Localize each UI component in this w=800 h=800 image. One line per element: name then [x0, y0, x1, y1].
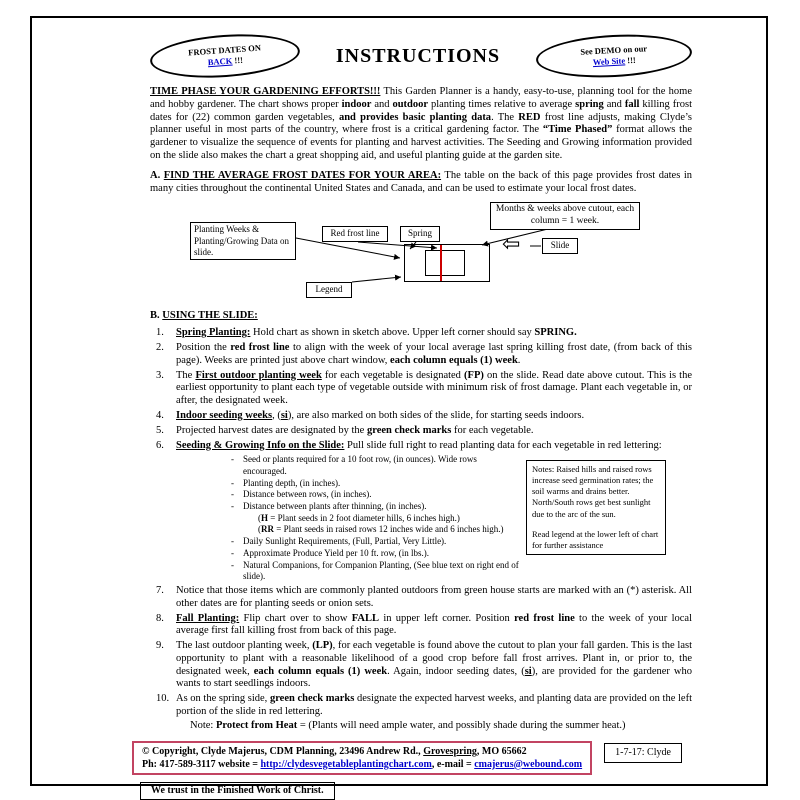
text-segment: . The	[491, 111, 519, 123]
list-item-1	[156, 327, 692, 340]
text-segment: , for each vegetable is found above the cutout to plan your fall garden. This is the last opportunity to plant with a reasonable likelihood of a good crop before fall frost arrives. Plant in, or prior to, the designated week,	[176, 640, 692, 677]
bullet-row	[231, 489, 521, 501]
growing-info-bullets	[231, 454, 521, 583]
text-segment: green check marks	[366, 424, 452, 436]
copyright-box	[132, 741, 592, 775]
text-segment: Protect from Heat	[215, 719, 298, 731]
bullet-dash: -	[231, 559, 234, 570]
text-segment: Projected harvest dates are designated by the	[176, 424, 367, 436]
revision-date-box: 1-7-17: Clyde	[604, 743, 682, 763]
text-segment: si	[524, 665, 532, 677]
list-item-2	[156, 342, 692, 368]
list-item-5	[156, 425, 692, 438]
text-segment: A.	[150, 169, 164, 181]
text-segment: for each vegetable.	[451, 424, 534, 436]
text-segment: RED	[518, 111, 541, 123]
protect-from-heat-note	[176, 720, 692, 733]
text-segment: (LP)	[312, 640, 333, 652]
text-segment: FROST DATES ON	[187, 42, 262, 58]
text-segment: Flip chart over to show	[239, 612, 352, 624]
chart-sketch	[404, 244, 490, 282]
website-link[interactable]: http://clydesvegetableplantingchart.com	[260, 758, 432, 770]
hills-note	[258, 513, 521, 525]
section-a-paragraph	[150, 170, 692, 196]
text-segment: red frost line	[514, 612, 575, 624]
footer	[132, 741, 692, 775]
list-item-4	[156, 410, 692, 423]
bullet-row	[231, 501, 521, 513]
text-segment: Fall Planting:	[176, 612, 240, 624]
text-segment: Natural Companions, for Companion Planting, (See blue text on right end of slide).	[243, 559, 519, 582]
text-segment: Grovespring	[423, 745, 477, 757]
item-number: 3.	[156, 369, 164, 381]
copyright-line	[142, 745, 582, 758]
header	[150, 30, 692, 82]
text-segment: First outdoor planting week	[195, 369, 322, 381]
text-segment: Planting depth, (in inches).	[243, 477, 341, 488]
text-segment: Approximate Produce Yield per 10 ft. row, (in lbs.).	[243, 547, 430, 558]
text-segment: USING THE SLIDE:	[162, 310, 258, 322]
text-segment: and provides basic planting data	[338, 111, 492, 123]
text-segment: This Garden Planner is a handy, easy-to-use, planning tool for the home and hobby gardener. The chart shows proper	[150, 86, 692, 110]
list-item-8	[156, 613, 692, 639]
item-text	[176, 585, 692, 611]
text-segment: FIND THE AVERAGE FROST DATES FOR YOUR AREA:	[163, 169, 442, 181]
item-text	[176, 327, 692, 340]
section-b-heading	[150, 310, 692, 323]
text-segment: designate the expected harvest weeks, and planting data are provided on the left portion of the slide in red lettering.	[176, 693, 692, 718]
bullet-dash: -	[231, 454, 234, 465]
item-6-lead	[176, 440, 692, 453]
text-segment: indoor	[341, 98, 372, 110]
text-segment: each column equals (1) week	[253, 665, 388, 677]
text-segment: outdoor	[392, 98, 429, 110]
text-segment: for each vegetable is designated	[321, 369, 465, 381]
text-segment: The table on the back of this page provides frost dates in many cities throughout the continental United States and Canada, and can be used to estimate your local frost dates.	[150, 169, 692, 194]
text-segment: ), are provided for the gardener who wants to start seedlings indoors.	[176, 665, 693, 690]
slide-direction-arrow-icon: ⇦	[502, 232, 521, 258]
text-segment: green check marks	[269, 693, 355, 705]
notes-text	[532, 464, 660, 519]
text-segment: = Plant seeds in raised rows 12 inches wide and 6 inches high.)	[274, 524, 504, 535]
bullet-row	[231, 478, 521, 490]
text-segment: Note:	[190, 719, 216, 731]
text-segment: We trust in the Finished Work of Christ.	[151, 784, 324, 796]
item-text	[176, 370, 692, 408]
text-segment: on the slide. Read date above cutout. This is the earliest opportunity to plant each type of vegetable outside with minimum risk of frost damage. Plant each vegetable in, or after, the designated week.	[176, 369, 692, 407]
text-segment: © Copyright, Clyde Majerus, CDM Planning, 23496 Andrew Rd.,	[142, 745, 424, 757]
text-segment: TIME PHASE YOUR GARDENING EFFORTS!!!	[150, 86, 381, 97]
bullet-text	[243, 536, 521, 548]
list-item-6	[156, 440, 692, 583]
red-frost-line	[440, 245, 442, 281]
text-segment: Pull slide full right to read planting data for each vegetable in red lettering:	[344, 439, 662, 451]
text-segment: Distance between plants after thinning, (in inches).	[243, 501, 427, 512]
motto-box	[140, 782, 335, 800]
text-segment: , e-mail =	[431, 758, 475, 770]
text-segment: red frost line	[230, 341, 290, 353]
text-segment: to the week of your local average first fall killing frost from back of this page.	[176, 612, 692, 637]
slide-callout: Slide	[542, 238, 578, 253]
web-site-link[interactable]: Web Site	[592, 55, 626, 68]
item-text	[176, 440, 692, 583]
text-segment: FALL	[351, 612, 380, 624]
raised-rows-note	[258, 524, 521, 536]
text-segment: Ph: 417-589-3117 website =	[142, 758, 261, 770]
list-item-7	[156, 585, 692, 611]
text-segment: (FP)	[464, 369, 484, 381]
text-segment: in upper left corner. Position	[379, 612, 515, 624]
text-segment: Indoor seeding weeks	[176, 409, 273, 421]
text-segment: , MO 65662	[476, 745, 527, 757]
item-text	[176, 410, 692, 423]
text-segment: Spring Planting:	[176, 327, 251, 339]
bullet-text	[243, 560, 521, 583]
text-segment: Position the	[176, 341, 231, 353]
text-segment: Daily Sunlight Requirements, (Full, Partial, Very Little).	[243, 536, 447, 547]
item-text	[176, 342, 692, 368]
page-content	[142, 30, 693, 800]
text-segment: planting times relative to average	[428, 98, 576, 110]
text-segment: to align with the week of your local average last spring killing frost date, (from back of this page). Weeks are printed just above chart window,	[176, 341, 692, 366]
slide-diagram	[150, 202, 692, 304]
bullet-dash: -	[231, 489, 234, 500]
text-segment: Distance between rows, (in inches).	[243, 489, 372, 500]
email-link[interactable]: cmajerus@webound.com	[474, 758, 583, 770]
page-title: INSTRUCTIONS	[335, 44, 501, 67]
item-6-details	[176, 454, 692, 583]
item-text	[176, 613, 692, 639]
frost-dates-callout	[149, 30, 302, 82]
notes-gap	[532, 520, 660, 529]
text-segment: frost line adjusts, making Clyde’s planner useful in most parts of the country, where frost is a critical gardening factor. The	[150, 111, 692, 136]
bullet-row	[231, 536, 521, 548]
contact-line	[142, 758, 582, 771]
text-segment: The	[176, 369, 196, 381]
text-segment: .	[517, 354, 521, 366]
item-number: 6.	[156, 439, 164, 451]
bullet-dash: -	[231, 501, 234, 512]
text-segment: = Plant seeds in 2 foot diameter hills, 6 inches high.)	[268, 512, 460, 523]
text-segment: each column equals (1) week	[390, 354, 518, 366]
text-segment: !!!	[624, 54, 636, 66]
item-text	[176, 425, 692, 438]
text-segment: Seed or plants required for a 10 foot row, (in ounces). Wide rows encouraged.	[243, 454, 477, 477]
months-weeks-callout: Months & weeks above cutout, each column = 1 week.	[490, 202, 640, 230]
item-number: 4.	[156, 409, 164, 421]
bullet-text	[243, 548, 521, 560]
bullet-dash: -	[231, 536, 234, 547]
slide-sketch-inner	[425, 250, 465, 276]
bullet-text	[243, 478, 521, 490]
text-segment: format allows the gardener to visualize the sequence of events for planting and harvest activities. The Seeding and Growing information provided on the slide also makes the chart a great shopping aid, and useful planting guide at the garden site.	[150, 124, 692, 161]
bullet-dash: -	[231, 547, 234, 558]
item-number: 7.	[156, 584, 164, 596]
list-item-10	[156, 693, 692, 732]
text-segment: , (	[272, 409, 281, 421]
item-number: 1.	[156, 327, 164, 339]
text-segment: spring	[575, 98, 604, 110]
demo-line2	[593, 55, 637, 68]
bullet-text	[243, 501, 521, 513]
spring-callout: Spring	[400, 226, 440, 241]
text-segment: “Time Phased”	[542, 124, 613, 136]
item-text	[176, 640, 692, 691]
bullet-text	[243, 454, 521, 477]
text-segment: The last outdoor planting week,	[176, 640, 313, 652]
text-segment: . Again, indoor seeding dates, (	[387, 665, 525, 677]
text-segment: and	[371, 98, 393, 110]
text-segment: si	[280, 409, 288, 421]
item-number: 5.	[156, 424, 164, 436]
text-segment: ), are also marked on both sides of the slide, for starting seeds indoors.	[287, 409, 585, 421]
text-segment: Seeding & Growing Info on the Slide:	[176, 439, 345, 451]
bullet-dash: -	[231, 477, 234, 488]
intro-paragraph	[150, 86, 692, 163]
text-segment: H	[261, 512, 269, 523]
frost-dates-line2	[207, 55, 243, 68]
document-page	[30, 16, 768, 796]
item-number: 9.	[156, 640, 164, 652]
list-item-3	[156, 370, 692, 408]
item-text	[176, 693, 692, 732]
demo-callout	[535, 31, 693, 81]
item-number: 8.	[156, 612, 164, 624]
text-segment: Notes: Raised hills and raised rows increase seed germination rates; the soil warms and drains better. North/South rows get best sunlight due to the arc of the sun.	[532, 464, 654, 519]
text-segment: B.	[150, 310, 163, 322]
item-number: 2.	[156, 341, 164, 353]
bullet-row	[231, 548, 521, 560]
instruction-list	[150, 327, 692, 733]
text-segment: fall	[624, 98, 640, 110]
text-segment: killing frost dates for (22) common garden vegetables,	[150, 98, 692, 123]
legend-callout: Legend	[306, 282, 352, 297]
bullet-row	[231, 454, 521, 477]
item-number: 10.	[156, 693, 170, 705]
text-segment: As on the spring side,	[176, 693, 270, 705]
bullet-text	[243, 489, 521, 501]
text-segment: Read legend at the lower left of chart for further assistance	[532, 528, 659, 550]
text-segment: !!!	[231, 54, 244, 66]
bullet-row	[231, 560, 521, 583]
text-segment: Notice that those items which are commonly planted outdoors from green house starts are marked with an (*) asterisk. All other dates are for planting seeds or onion sets.	[176, 584, 692, 609]
list-item-9	[156, 640, 692, 691]
legend-note-text	[532, 529, 660, 551]
text-segment: = (Plants will need ample water, and possibly shade during the summer heat.)	[297, 719, 626, 731]
item-10-lead	[176, 693, 692, 719]
text-segment: RR	[261, 524, 274, 535]
text-segment: (	[258, 524, 261, 535]
text-segment: (	[258, 512, 261, 523]
red-frost-line-callout: Red frost line	[322, 226, 388, 241]
text-segment: See DEMO on our	[580, 43, 648, 57]
planting-weeks-callout: Planting Weeks & Planting/Growing Data on slide.	[190, 222, 296, 260]
text-segment: SPRING.	[534, 327, 577, 339]
text-segment: Hold chart as shown in sketch above. Upper left corner should say	[250, 327, 535, 339]
text-segment: and	[603, 98, 625, 110]
frost-dates-back-link[interactable]: BACK	[207, 55, 233, 68]
notes-box	[526, 460, 666, 554]
